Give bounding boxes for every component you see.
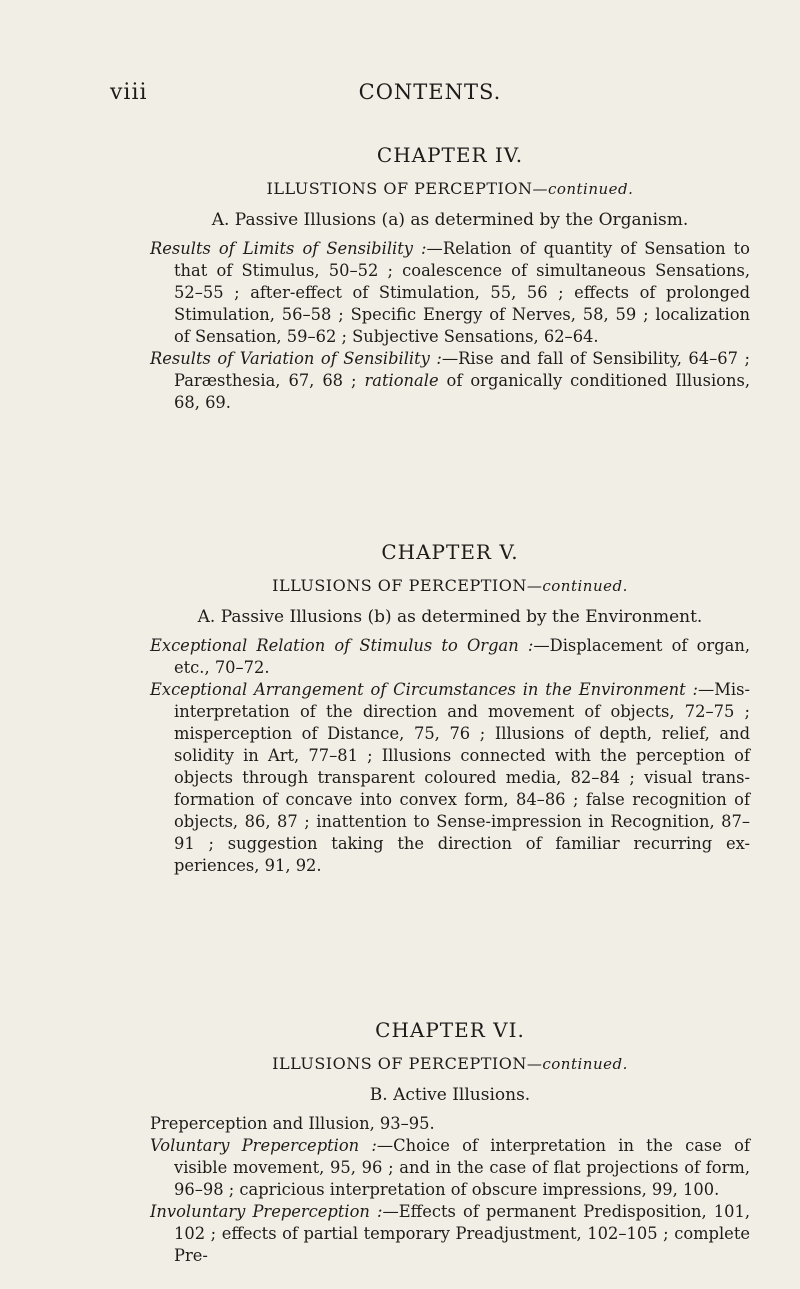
- chapter-iv: [150, 143, 750, 414]
- contents-entry: Exceptional Relation of Stimulus to Organ :—Displacement of organ, etc., 70–72.: [150, 636, 750, 677]
- chapter-subtitle: ILLUSIONS OF PERCEPTION—continued.: [272, 576, 628, 595]
- chapter-v: [150, 540, 750, 877]
- section-heading: A. Passive Illusions (b) as determined by the Environment.: [197, 607, 703, 627]
- section-heading: B. Active Illusions.: [369, 1085, 531, 1105]
- page-number: viii: [110, 80, 148, 105]
- contents-entry: Results of Limits of Sensibility :—Relation of quantity of Sensation to that of Stimulus, 50–52 ; coalescence of simultaneous Sensations, 52–55 ; after-effect of Stimulation, 55, 56 ; effects of prolonged Stimulation, 56–58 ; Specific Energy of Nerves, 58, 59 ; localization of Sensation, 59–62 ; Subjective Sensations, 62–64.: [150, 239, 750, 346]
- section-heading: A. Passive Illusions (a) as determined by the Organism.: [211, 210, 689, 230]
- entry-list: [150, 238, 750, 414]
- chapter-subtitle: ILLUSIONS OF PERCEPTION—continued.: [272, 1054, 628, 1073]
- chapter-heading: CHAPTER IV.: [376, 143, 524, 167]
- chapter-vi: [150, 1018, 750, 1267]
- contents-entry: Results of Variation of Sensibility :—Rise and fall of Sensibility, 64–67 ; Paræsthesia, 67, 68 ; rationale of organically conditioned Illusions, 68, 69.: [150, 349, 751, 412]
- chapter-heading: CHAPTER V.: [381, 540, 519, 564]
- contents-entry: Exceptional Arrangement of Circumstances in the Environment :—Mis-interpretation of the direction and movement of objects, 72–75 ; misperception of Distance, 75, 76 ; Illusions of depth, relief, and solidity in Art, 77–81 ; Illusions connected with the perception of objects through transparent coloured media, 82–84 ; visual trans-formation of concave into convex form, 84–86 ; false recognition of objects, 86, 87 ; inattention to Sense-impression in Recognition, 87–91 ; suggestion taking the direction of familiar recurring ex-periences, 91, 92.: [150, 680, 750, 875]
- contents-entry: Voluntary Preperception :—Choice of interpretation in the case of visible movement, 95, 96 ; and in the case of flat projections of form, 96–98 ; capricious interpretation of obscure impressions, 99, 100.: [150, 1136, 750, 1199]
- entry-list: [150, 1113, 750, 1267]
- contents-entry: Preperception and Illusion, 93–95.: [150, 1114, 435, 1133]
- chapter-subtitle: ILLUSTIONS OF PERCEPTION—continued.: [266, 179, 634, 198]
- running-head: [110, 80, 750, 110]
- chapter-heading: CHAPTER VI.: [375, 1018, 525, 1042]
- entry-list: [150, 635, 750, 877]
- running-title: CONTENTS.: [358, 80, 502, 104]
- contents-entry: Involuntary Preperception :—Effects of permanent Predisposition, 101, 102 ; effects of partial temporary Preadjustment, 102–105 ; complete Pre-: [150, 1202, 750, 1265]
